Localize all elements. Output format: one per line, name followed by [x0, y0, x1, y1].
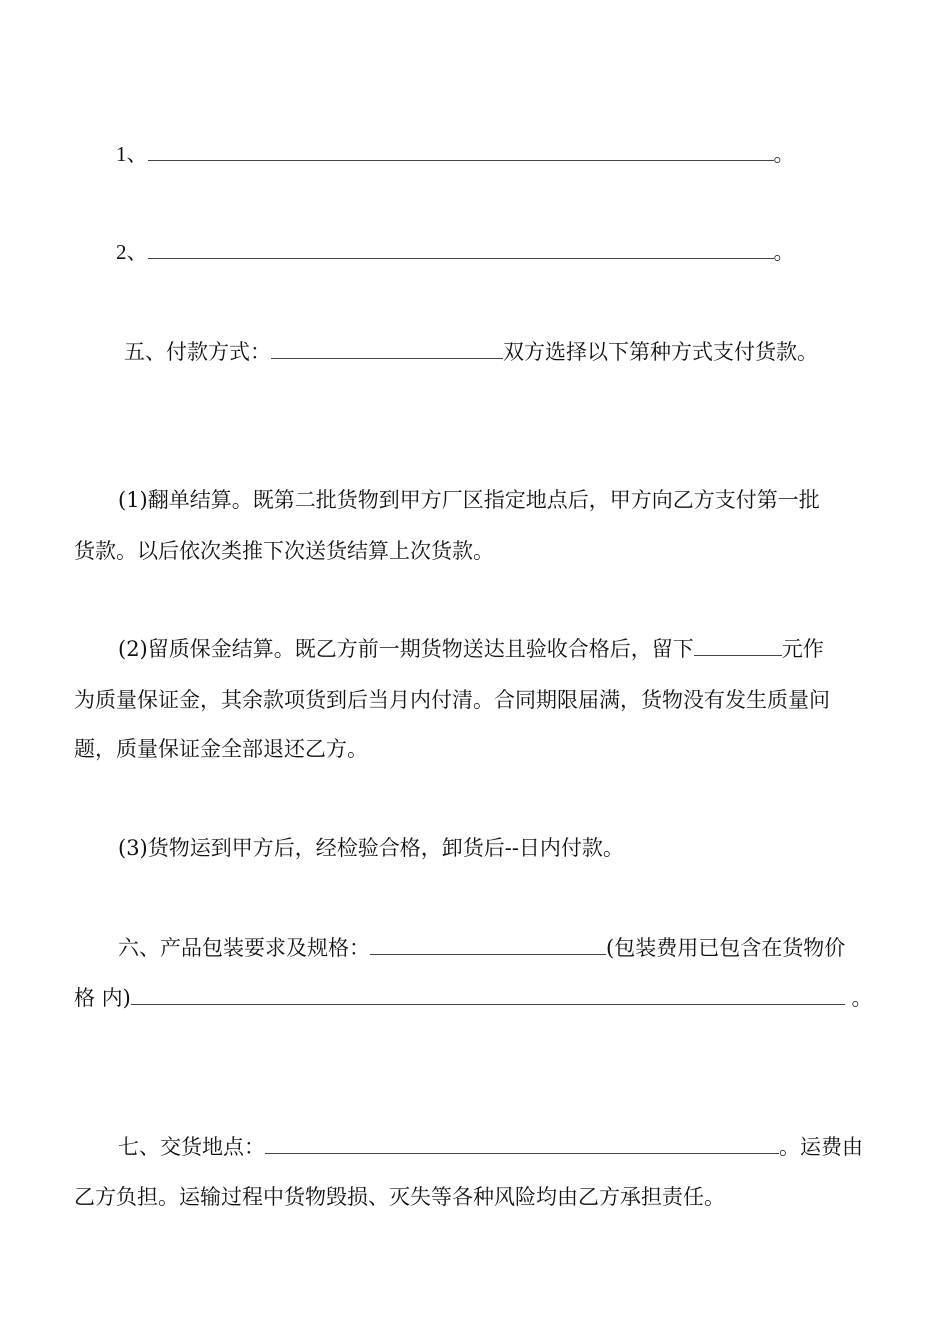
- item-1-number: 1、: [116, 142, 148, 166]
- section-6-line-2: [74, 983, 873, 1013]
- section-7-title: 七、交货地点：: [118, 1135, 265, 1159]
- payment-option-2-line-3: 题，质量保证金全部退还乙方。: [74, 737, 368, 761]
- section-5-title: 五、付款方式：: [124, 340, 271, 364]
- item-2-number: 2、: [116, 240, 148, 264]
- section-6-note: (包装费用已包含在货物价: [606, 936, 846, 960]
- clause-item-2: [116, 237, 795, 267]
- packaging-spec-blank[interactable]: [370, 934, 606, 955]
- payment-option-2-line-1: [118, 634, 824, 664]
- item-1-blank[interactable]: [148, 140, 774, 161]
- section-7-line-2: 乙方负担。运输过程中货物毁损、灭失等各种风险均由乙方承担责任。: [74, 1185, 725, 1209]
- section-5-instruction: 双方选择以下第种方式支付货款。: [503, 340, 818, 364]
- section-5-heading: [124, 337, 818, 367]
- payment-method-blank[interactable]: [271, 338, 503, 359]
- section-6-line-2-suffix: 。: [844, 986, 873, 1010]
- packaging-detail-blank[interactable]: [131, 984, 845, 1005]
- payment-option-1-line-1: (1)翻单结算。既第二批货物到甲方厂区指定地点后，甲方向乙方支付第一批: [118, 488, 820, 512]
- deposit-amount-blank[interactable]: [694, 635, 782, 656]
- section-7-freight: 。运费由: [779, 1135, 863, 1159]
- payment-option-2-text-a: (2)留质保金结算。既乙方前一期货物送达且验收合格后，留下: [118, 637, 694, 661]
- payment-option-1-line-2: 货款。以后依次类推下次送货结算上次货款。: [74, 539, 494, 563]
- section-6-line-1: [118, 933, 845, 963]
- clause-item-1: [116, 139, 795, 169]
- item-2-blank[interactable]: [148, 238, 774, 259]
- payment-option-2-line-2: 为质量保证金，其余款项货到后当月内付清。合同期限届满，货物没有发生质量问: [74, 688, 830, 712]
- section-6-title: 六、产品包装要求及规格：: [118, 936, 370, 960]
- delivery-location-blank[interactable]: [265, 1133, 779, 1154]
- section-7-line-1: [118, 1132, 863, 1162]
- payment-option-3: (3)货物运到甲方后，经检验合格，卸货后--日内付款。: [118, 836, 624, 860]
- item-1-period: 。: [773, 142, 795, 166]
- section-6-line-2-prefix: 格 内): [74, 986, 131, 1010]
- payment-option-2-text-b: 元作: [781, 637, 824, 661]
- item-2-period: 。: [773, 240, 795, 264]
